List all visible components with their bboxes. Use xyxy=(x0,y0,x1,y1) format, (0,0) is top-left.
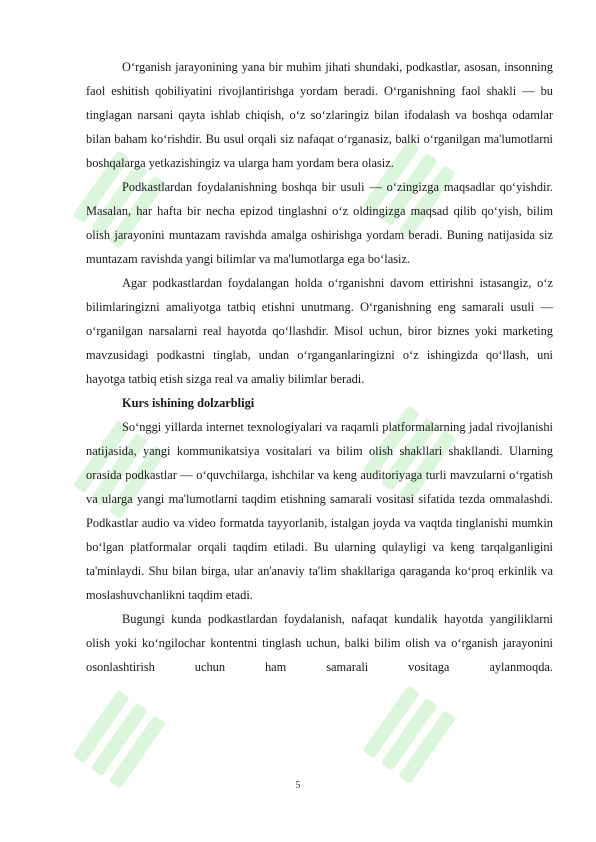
paragraph-1: O‘rganish jarayonining yana bir muhim jihati shundaki, podkastlar, asosan, insonning faol eshitish qobiliyatini rivojlantirishga yordam beradi. O‘rganishning faol shakli — bu tinglagan narsani qayta ishlab chiqish, o‘z so‘zlaringiz bilan ifodalash va boshqa odamlar bilan baham ko‘rishdir. Bu usul orqali siz nafaqat o‘rganasiz, balki o‘rganilgan ma'lumotlarni boshqalarga yetkazishingiz va ularga ham yordam bera olasiz. xyxy=(86,60,553,170)
paragraph-3: Agar podkastlardan foydalangan holda o‘rganishni davom ettirishni istasangiz, o‘z bilimlaringizni amaliyotga tatbiq etishni unutmang. O‘rganishning eng samarali usuli — o‘rganilgan narsalarni real hayotda qo‘llashdir. Misol uchun, biror biznes yoki marketing mavzusidagi podkastni tinglab, undan o‘rganganlaringizni o‘z ishingizda qo‘llash, uni hayotga tatbiq etish sizga real va amaliy bilimlar beradi. xyxy=(86,276,553,386)
section-heading: Kurs ishining dolzarbligi xyxy=(122,396,255,410)
paragraph-2: Podkastlardan foydalanishning boshqa bir usuli — o‘zingizga maqsadlar qo‘yishdir. Masalan, har hafta bir necha epizod tinglashni o‘z oldingizga maqsad qilib qo‘yish, bilim olish jarayonini muntazam ravishda amalga oshirishga yordam beradi. Buning natijasida siz muntazam ravishda yangi bilimlar va ma'lumotlarga ega bo‘lasiz. xyxy=(86,180,553,266)
paragraph-4: So‘nggi yillarda internet texnologiyalari va raqamli platformalarning jadal rivojlanishi natijasida, yangi kommunikatsiya vositalari va bilim olish shakllari shakllandi. Ularning orasida podkastlar — o‘quvchilarga, ishchilar va keng auditoriyaga turli mavzularni o‘rgatish va ularga yangi ma'lumotlarni taqdim etishning samarali vositasi sifatida tezda ommalashdi. Podkastlar audio va video formatda tayyorlanib, istalgan joyda va vaqtda tinglanishi mumkin bo‘lgan platformalar orqali taqdim etiladi. Bu ularning qulayligi va keng tarqalganligini ta'minlaydi. Shu bilan birga, ular an'anaviy ta'lim shakllariga qaraganda ko‘proq erkinlik va moslashuvchanlikni taqdim etadi. xyxy=(86,420,553,602)
paragraph-5: Bugungi kunda podkastlardan foydalanish, nafaqat kundalik hayotda yangiliklarni olish yoki ko‘ngilochar kontentni tinglash uchun, balki bilim olish va o‘rganish jarayonini osonlashtirish uchun ham samarali vositaga aylanmoqda. xyxy=(86,612,553,674)
page-number: 5 xyxy=(295,780,301,791)
body-text xyxy=(86,55,553,679)
